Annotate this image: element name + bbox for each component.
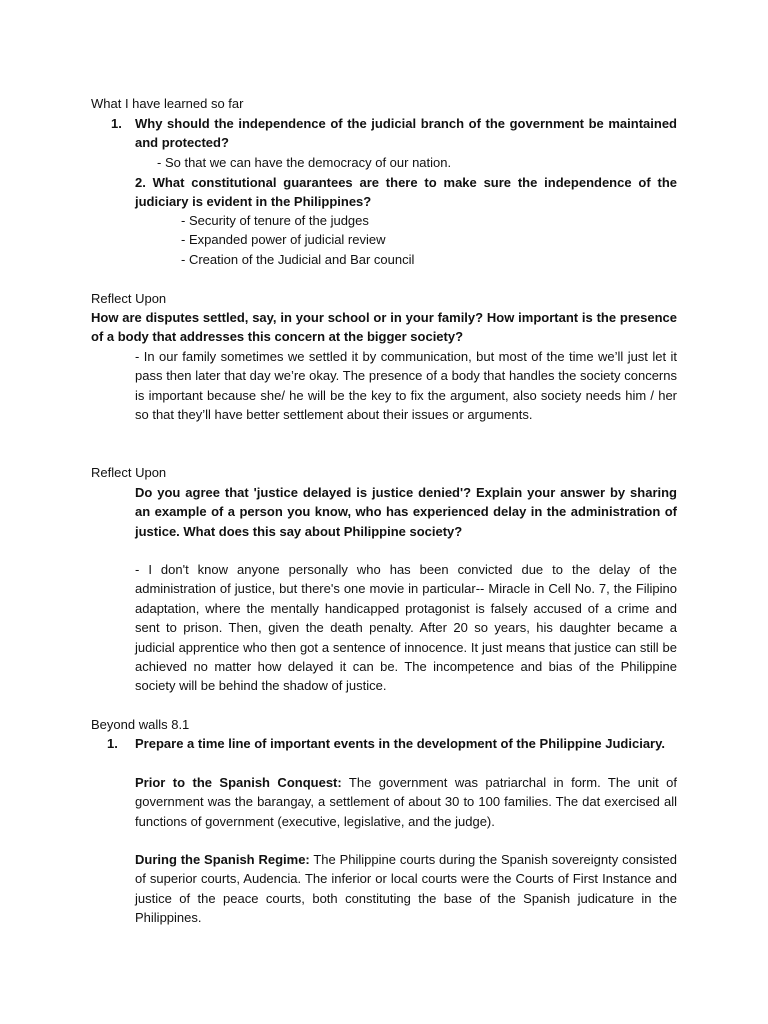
section-heading-reflect-1	[91, 289, 681, 308]
answer-1-text: - So that we can have the democracy of our nation.	[157, 155, 452, 170]
reflect-1-question-text: How are disputes settled, say, in your school or in your family? How important is the presence of a body that addresses this concern at the bigger society?	[91, 310, 677, 345]
question-2-text: 2. What constitutional guarantees are there to make sure the independence of the judiciary is evident in the Philippines?	[135, 175, 677, 210]
timeline-text-spanish: The Philippine courts during the Spanish sovereignty consisted of superior courts, Audencia. The inferior or local courts were the Courts of First Instance and justice of the peace courts, both constituting the base of the Spanish judicature in the Philippines.	[135, 852, 678, 926]
section-heading-text: Beyond walls 8.1	[91, 717, 190, 732]
timeline-label-prior: Prior to the Spanish Conquest:	[135, 775, 342, 790]
question-1	[111, 114, 677, 153]
question-1-number: 1.	[111, 116, 122, 131]
beyond-item-text: Prepare a time line of important events in the development of the Philippine Judiciary.	[135, 736, 665, 751]
reflect-2-question-text: Do you agree that 'justice delayed is justice denied'? Explain your answer by sharing an example of a person you know, who has experienced delay in the administration of justice. What does this say about Philippine society?	[135, 485, 677, 539]
list-item: - Expanded power of judicial review	[181, 232, 386, 248]
section-heading-beyond	[91, 715, 681, 734]
section-heading-text: What I have learned so far	[91, 96, 244, 111]
beyond-item-1	[107, 734, 695, 753]
section-heading-reflect-2	[91, 463, 681, 482]
timeline-text-prior: The government was patriarchal in form. The unit of government was the barangay, a settlement of about 30 to 100 families. The dat exercised all functions of government (executive, legislative, and the judge).	[135, 775, 677, 829]
reflect-2-answer	[135, 560, 677, 696]
timeline-paragraph-spanish	[135, 850, 677, 928]
answer-1	[157, 153, 677, 172]
section-heading-learned	[91, 94, 681, 113]
reflect-1-answer	[135, 347, 677, 425]
timeline-label-spanish: During the Spanish Regime:	[135, 852, 310, 867]
reflect-2-question	[135, 483, 677, 541]
answer-2-list	[181, 211, 677, 269]
timeline-paragraph-prior	[135, 773, 677, 831]
section-heading-text: Reflect Upon	[91, 291, 167, 306]
list-item: - Creation of the Judicial and Bar council	[181, 251, 415, 267]
question-1-text: Why should the independence of the judicial branch of the government be maintained and protected?	[135, 116, 677, 151]
beyond-item-number: 1.	[107, 736, 118, 751]
section-heading-text: Reflect Upon	[91, 465, 167, 480]
reflect-1-question	[91, 308, 677, 347]
list-item: - Security of tenure of the judges	[181, 213, 369, 228]
reflect-1-answer-text: - In our family sometimes we settled it by communication, but most of the time we’ll just let it pass then later that day we’re okay. The presence of a body that handles the society concerns is important because she/ he will be the key to fix the argument, also society needs him / her so that they’ll have better settlement about their issues or arguments.	[135, 349, 677, 423]
reflect-2-answer-text: - I don't know anyone personally who has been convicted due to the delay of the administration of justice, but there's one movie in particular-- Miracle in Cell No. 7, the Filipino adaptation, where the mentally handicapped protagonist is falsely accused of a crime and sent to prison. Then, given the death penalty. After 20 so years, his daughter became a judicial apprentice who then got a sentence of innocence. It just means that justice can still be achieved no matter how delayed it can be. The incompetence and bias of the Philippine society will be behind the shadow of justice.	[135, 562, 677, 694]
question-2	[135, 173, 677, 212]
